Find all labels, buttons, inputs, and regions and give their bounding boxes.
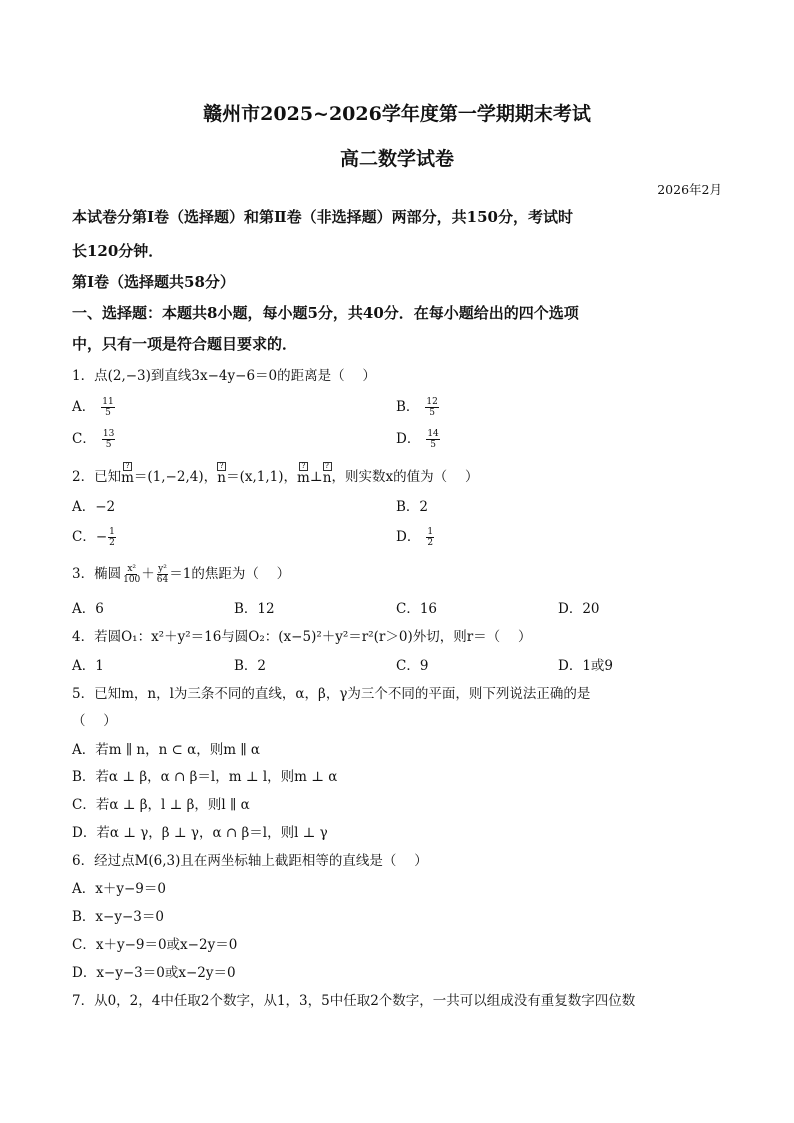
- question-3-option-a: A．6: [72, 601, 104, 617]
- question-6-option-d: D．x−y−3＝0或x−2y＝0: [72, 965, 236, 981]
- exam-date: 2026年2月: [657, 182, 722, 197]
- question-2-option-d: D． $\frac{1}{2}$: [396, 527, 434, 548]
- question-3-option-b: B．12: [234, 601, 275, 617]
- question-5-option-c: C．若α ⊥ β，l ⊥ β，则l ∥ α: [72, 797, 250, 813]
- question-3-option-c: C．16: [396, 601, 438, 617]
- intro-line-2: 长120分钟．: [72, 242, 164, 260]
- question-1-stem: 1．点(2,−3)到直线3x−4y−6＝0的距离是（ ）: [72, 368, 376, 384]
- question-1-option-a: A． $\frac{11}{5}$: [72, 397, 114, 418]
- question-2-option-a: A．−2: [72, 499, 116, 515]
- question-6-option-a: A．x＋y−9＝0: [72, 881, 166, 897]
- vector-m: ? m: [121, 462, 134, 486]
- part1-instructions-1: 一、选择题：本题共8小题，每小题5分，共40分．在每小题给出的四个选项: [72, 304, 579, 322]
- question-4-stem: 4．若圆O₁：x²＋y²＝16与圆O₂：(x−5)²＋y²＝r²(r＞0)外切，则r＝（ ）: [72, 629, 532, 645]
- question-4-option-d: D．1或9: [558, 658, 614, 674]
- question-4-option-a: A．1: [72, 658, 104, 674]
- question-1-option-c: C． $\frac{13}{5}$: [72, 429, 115, 450]
- part1-instructions-2: 中，只有一项是符合题目要求的．: [72, 335, 298, 353]
- question-3-option-d: D．20: [558, 601, 600, 617]
- intro-line-1: 本试卷分第Ⅰ卷（选择题）和第Ⅱ卷（非选择题）两部分，共150分，考试时: [72, 208, 573, 226]
- vector-m-2: ? m: [297, 462, 310, 486]
- question-5-option-a: A．若m ∥ n，n ⊂ α，则m ∥ α: [72, 742, 261, 758]
- question-7-stem: 7．从0，2，4中任取2个数字，从1，3，5中任取2个数字，一共可以组成没有重复数字四位数: [72, 993, 636, 1009]
- question-5-option-b: B．若α ⊥ β，α ∩ β＝l，m ⊥ l，则m ⊥ α: [72, 769, 338, 785]
- question-4-option-c: C．9: [396, 658, 429, 674]
- vector-n-2: ? n: [322, 462, 332, 486]
- question-4-option-b: B．2: [234, 658, 267, 674]
- question-6-stem: 6．经过点M(6,3)且在两坐标轴上截距相等的直线是（ ）: [72, 853, 428, 869]
- question-2-option-b: B．2: [396, 499, 429, 515]
- question-1-option-d: D． $\frac{14}{5}$: [396, 429, 439, 450]
- exam-subtitle: 高二数学试卷: [339, 148, 454, 170]
- question-3-stem: 3．椭圆 $\frac{\text{x²}}{100}$ ＋ $\frac{\text{y²}}{64}$ ＝1的焦距为（ ）: [72, 564, 291, 585]
- vector-n: ? n: [217, 462, 226, 486]
- question-2-stem: 2．已知 ? m ＝(1,−2,4)， ? n ＝(x,1,1)， ? m ⊥ ? n ，则实数x的值为（ ）: [72, 462, 479, 486]
- section-heading: 第Ⅰ卷（选择题共58分）: [72, 273, 235, 291]
- exam-title: 赣州市2025~2026学年度第一学期期末考试: [203, 103, 591, 125]
- question-5-option-d: D．若α ⊥ γ，β ⊥ γ，α ∩ β＝l，则l ⊥ γ: [72, 825, 328, 841]
- question-5-answer-paren: （ ）: [72, 713, 117, 729]
- question-6-option-b: B．x−y−3＝0: [72, 909, 164, 925]
- question-6-option-c: C．x＋y−9＝0或x−2y＝0: [72, 937, 238, 953]
- question-5-stem: 5．已知m，n，l为三条不同的直线，α，β，γ为三个不同的平面，则下列说法正确的是: [72, 686, 591, 702]
- question-2-option-c: C．− $\frac{1}{2}$: [72, 527, 115, 548]
- question-1-option-b: B． $\frac{12}{5}$: [396, 397, 438, 418]
